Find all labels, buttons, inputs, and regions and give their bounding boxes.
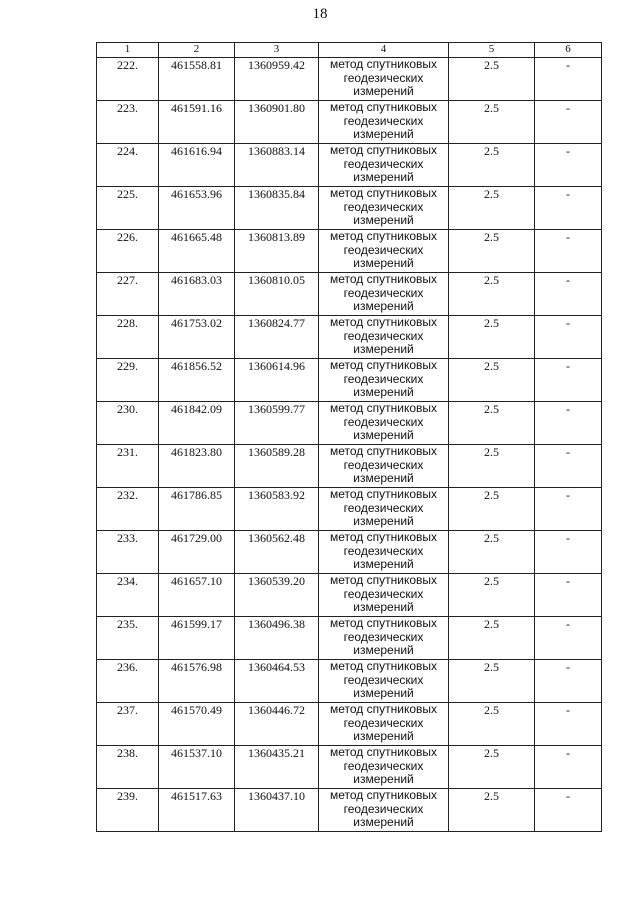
y-coordinate-cell: 1360599.77 [235, 402, 319, 445]
table-row [97, 789, 602, 832]
x-coordinate-cell: 461856.52 [159, 359, 235, 402]
point-number-cell: 230. [97, 402, 159, 445]
table-row [97, 58, 602, 101]
table-row [97, 316, 602, 359]
point-number-cell: 231. [97, 445, 159, 488]
point-number-cell: 234. [97, 574, 159, 617]
x-coordinate-cell: 461517.63 [159, 789, 235, 832]
note-cell: - [535, 445, 602, 488]
point-number-cell: 232. [97, 488, 159, 531]
column-header: 6 [535, 43, 602, 58]
accuracy-cell: 2.5 [449, 531, 535, 574]
y-coordinate-cell: 1360464.53 [235, 660, 319, 703]
y-coordinate-cell: 1360446.72 [235, 703, 319, 746]
x-coordinate-cell: 461753.02 [159, 316, 235, 359]
x-coordinate-cell: 461665.48 [159, 230, 235, 273]
note-cell: - [535, 187, 602, 230]
method-cell: метод спутниковых геодезических измерений [319, 144, 449, 187]
accuracy-cell: 2.5 [449, 101, 535, 144]
method-cell: метод спутниковых геодезических измерений [319, 488, 449, 531]
table-row [97, 230, 602, 273]
note-cell: - [535, 402, 602, 445]
y-coordinate-cell: 1360901.80 [235, 101, 319, 144]
method-cell: метод спутниковых геодезических измерений [319, 617, 449, 660]
accuracy-cell: 2.5 [449, 574, 535, 617]
y-coordinate-cell: 1360496.38 [235, 617, 319, 660]
y-coordinate-cell: 1360883.14 [235, 144, 319, 187]
accuracy-cell: 2.5 [449, 230, 535, 273]
table-row [97, 660, 602, 703]
table-row [97, 531, 602, 574]
point-number-cell: 236. [97, 660, 159, 703]
note-cell: - [535, 230, 602, 273]
method-cell: метод спутниковых геодезических измерений [319, 402, 449, 445]
method-cell: метод спутниковых геодезических измерений [319, 531, 449, 574]
x-coordinate-cell: 461558.81 [159, 58, 235, 101]
note-cell: - [535, 316, 602, 359]
accuracy-cell: 2.5 [449, 660, 535, 703]
accuracy-cell: 2.5 [449, 445, 535, 488]
accuracy-cell: 2.5 [449, 187, 535, 230]
table-row [97, 402, 602, 445]
note-cell: - [535, 789, 602, 832]
method-cell: метод спутниковых геодезических измерений [319, 703, 449, 746]
point-number-cell: 229. [97, 359, 159, 402]
point-number-cell: 227. [97, 273, 159, 316]
method-cell: метод спутниковых геодезических измерений [319, 445, 449, 488]
method-cell: метод спутниковых геодезических измерений [319, 746, 449, 789]
method-cell: метод спутниковых геодезических измерений [319, 273, 449, 316]
method-cell: метод спутниковых геодезических измерений [319, 101, 449, 144]
point-number-cell: 225. [97, 187, 159, 230]
y-coordinate-cell: 1360562.48 [235, 531, 319, 574]
page-number: 18 [312, 6, 328, 22]
table-row [97, 101, 602, 144]
table-row [97, 445, 602, 488]
note-cell: - [535, 617, 602, 660]
x-coordinate-cell: 461537.10 [159, 746, 235, 789]
table-row [97, 144, 602, 187]
accuracy-cell: 2.5 [449, 58, 535, 101]
point-number-cell: 233. [97, 531, 159, 574]
note-cell: - [535, 359, 602, 402]
point-number-cell: 224. [97, 144, 159, 187]
note-cell: - [535, 703, 602, 746]
table-row [97, 617, 602, 660]
point-number-cell: 238. [97, 746, 159, 789]
table-row [97, 273, 602, 316]
note-cell: - [535, 746, 602, 789]
x-coordinate-cell: 461729.00 [159, 531, 235, 574]
table-row [97, 359, 602, 402]
accuracy-cell: 2.5 [449, 789, 535, 832]
table-row [97, 187, 602, 230]
x-coordinate-cell: 461616.94 [159, 144, 235, 187]
table-body [97, 58, 602, 832]
accuracy-cell: 2.5 [449, 359, 535, 402]
column-header: 1 [97, 43, 159, 58]
method-cell: метод спутниковых геодезических измерений [319, 230, 449, 273]
x-coordinate-cell: 461653.96 [159, 187, 235, 230]
method-cell: метод спутниковых геодезических измерений [319, 187, 449, 230]
accuracy-cell: 2.5 [449, 746, 535, 789]
method-cell: метод спутниковых геодезических измерений [319, 359, 449, 402]
x-coordinate-cell: 461823.80 [159, 445, 235, 488]
x-coordinate-cell: 461683.03 [159, 273, 235, 316]
accuracy-cell: 2.5 [449, 273, 535, 316]
coordinates-table [96, 42, 602, 832]
x-coordinate-cell: 461657.10 [159, 574, 235, 617]
y-coordinate-cell: 1360437.10 [235, 789, 319, 832]
x-coordinate-cell: 461842.09 [159, 402, 235, 445]
table-row [97, 574, 602, 617]
note-cell: - [535, 58, 602, 101]
table-row [97, 746, 602, 789]
table-row [97, 488, 602, 531]
method-cell: метод спутниковых геодезических измерений [319, 660, 449, 703]
accuracy-cell: 2.5 [449, 703, 535, 746]
column-header: 3 [235, 43, 319, 58]
accuracy-cell: 2.5 [449, 316, 535, 359]
y-coordinate-cell: 1360835.84 [235, 187, 319, 230]
point-number-cell: 222. [97, 58, 159, 101]
y-coordinate-cell: 1360614.96 [235, 359, 319, 402]
method-cell: метод спутниковых геодезических измерений [319, 58, 449, 101]
note-cell: - [535, 660, 602, 703]
point-number-cell: 228. [97, 316, 159, 359]
accuracy-cell: 2.5 [449, 144, 535, 187]
x-coordinate-cell: 461786.85 [159, 488, 235, 531]
column-header: 2 [159, 43, 235, 58]
note-cell: - [535, 488, 602, 531]
y-coordinate-cell: 1360435.21 [235, 746, 319, 789]
y-coordinate-cell: 1360589.28 [235, 445, 319, 488]
y-coordinate-cell: 1360583.92 [235, 488, 319, 531]
x-coordinate-cell: 461591.16 [159, 101, 235, 144]
accuracy-cell: 2.5 [449, 402, 535, 445]
y-coordinate-cell: 1360813.89 [235, 230, 319, 273]
x-coordinate-cell: 461576.98 [159, 660, 235, 703]
column-header: 5 [449, 43, 535, 58]
point-number-cell: 237. [97, 703, 159, 746]
x-coordinate-cell: 461599.17 [159, 617, 235, 660]
method-cell: метод спутниковых геодезических измерений [319, 789, 449, 832]
note-cell: - [535, 574, 602, 617]
table-header-row [97, 43, 602, 58]
y-coordinate-cell: 1360810.05 [235, 273, 319, 316]
x-coordinate-cell: 461570.49 [159, 703, 235, 746]
table-row [97, 703, 602, 746]
point-number-cell: 239. [97, 789, 159, 832]
accuracy-cell: 2.5 [449, 488, 535, 531]
accuracy-cell: 2.5 [449, 617, 535, 660]
note-cell: - [535, 531, 602, 574]
method-cell: метод спутниковых геодезических измерений [319, 316, 449, 359]
note-cell: - [535, 273, 602, 316]
note-cell: - [535, 101, 602, 144]
method-cell: метод спутниковых геодезических измерений [319, 574, 449, 617]
y-coordinate-cell: 1360959.42 [235, 58, 319, 101]
point-number-cell: 226. [97, 230, 159, 273]
point-number-cell: 223. [97, 101, 159, 144]
y-coordinate-cell: 1360824.77 [235, 316, 319, 359]
y-coordinate-cell: 1360539.20 [235, 574, 319, 617]
column-header: 4 [319, 43, 449, 58]
point-number-cell: 235. [97, 617, 159, 660]
note-cell: - [535, 144, 602, 187]
